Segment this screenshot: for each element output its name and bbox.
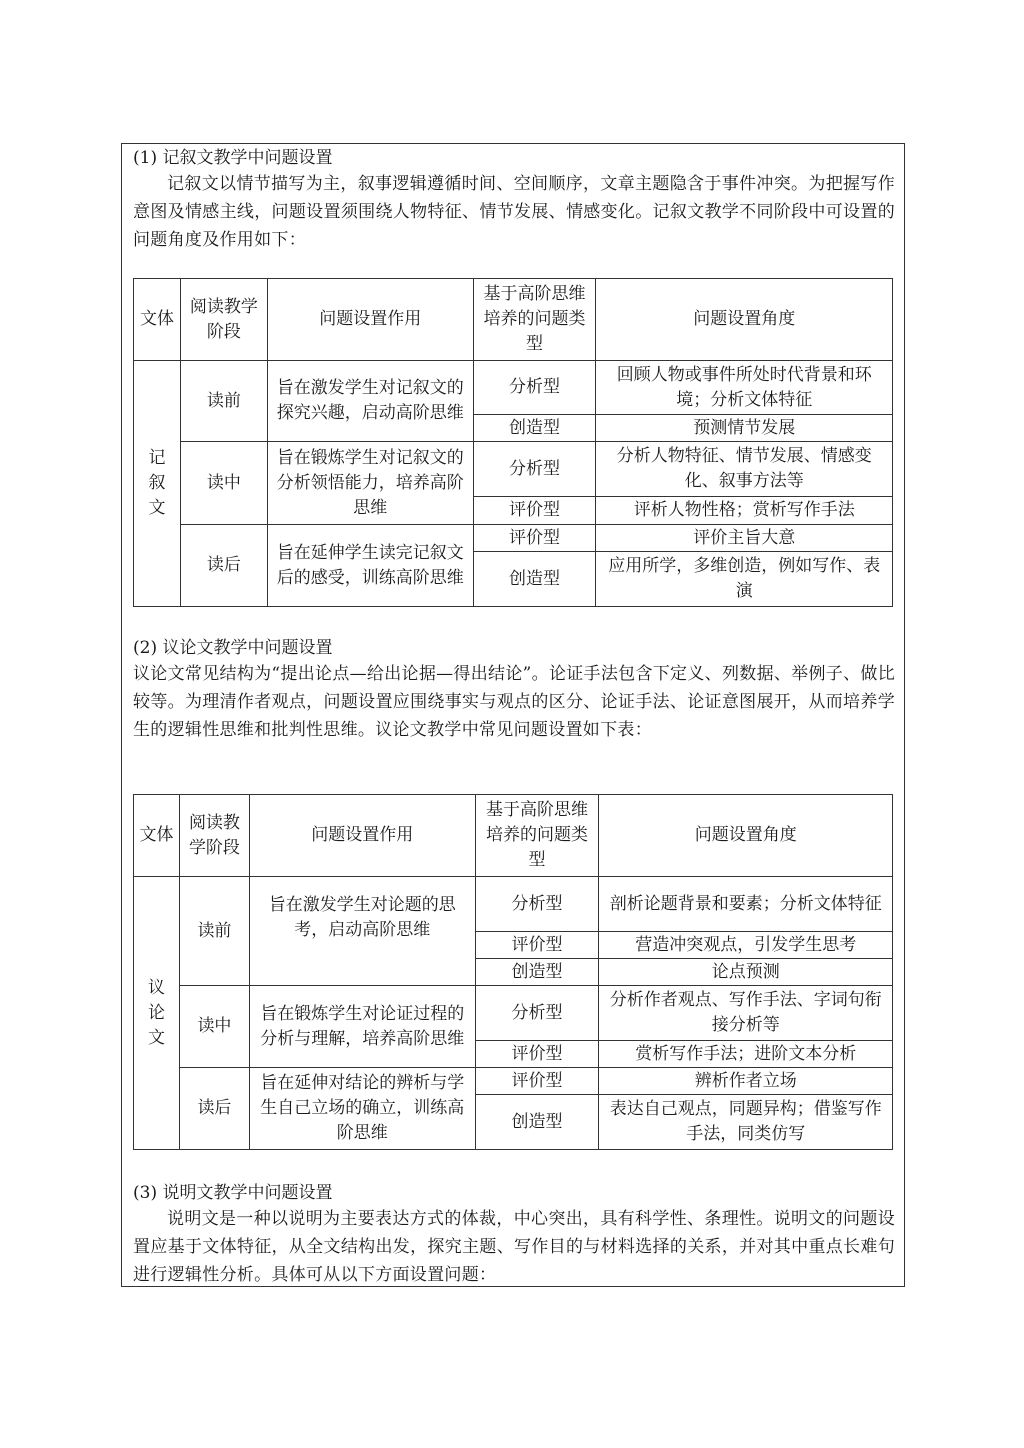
angle-cell: 回顾人物或事件所处时代背景和环境；分析文体特征 <box>596 361 893 415</box>
type-cell: 评价型 <box>473 497 596 525</box>
angle-cell: 评价主旨大意 <box>596 525 893 552</box>
type-cell: 评价型 <box>475 1041 599 1068</box>
section-1-text: 记叙文以情节描写为主，叙事逻辑遵循时间、空间顺序，文章主题隐含于事件冲突。为把握写作意图及情感主线，问题设置须围绕人物特征、情节发展、情感变化。记叙文教学不同阶段中可设置的问题角度及作用如下： <box>133 174 895 250</box>
header-genre: 文体 <box>134 279 181 361</box>
narrative-table <box>133 278 893 607</box>
purpose-cell: 旨在延伸对结论的辨析与学生自己立场的确立，训练高阶思维 <box>249 1068 475 1150</box>
angle-cell: 分析人物特征、情节发展、情感变化、叙事方法等 <box>596 442 893 497</box>
header-genre: 文体 <box>134 795 180 877</box>
stage-cell: 读中 <box>180 442 267 525</box>
type-cell: 创造型 <box>475 959 599 986</box>
header-angle: 问题设置角度 <box>596 279 893 361</box>
purpose-cell: 旨在锻炼学生对论证过程的分析与理解，培养高阶思维 <box>249 986 475 1068</box>
type-cell: 评价型 <box>475 1068 599 1095</box>
angle-cell: 分析作者观点、写作手法、字词句衔接分析等 <box>599 986 893 1041</box>
purpose-cell-continued <box>249 959 475 986</box>
angle-cell: 论点预测 <box>599 959 893 986</box>
type-cell: 分析型 <box>473 361 596 415</box>
angle-cell: 剖析论题背景和要素；分析文体特征 <box>599 877 893 932</box>
header-purpose: 问题设置作用 <box>249 795 475 877</box>
section-1-paragraph <box>133 170 895 254</box>
angle-cell: 赏析写作手法；进阶文本分析 <box>599 1041 893 1068</box>
type-cell: 创造型 <box>473 552 596 607</box>
table-header-row <box>134 795 893 877</box>
header-stage: 阅读教学阶段 <box>180 279 267 361</box>
table-row <box>134 877 893 932</box>
stage-cell: 读中 <box>179 986 249 1068</box>
type-cell: 分析型 <box>475 877 599 932</box>
header-angle: 问题设置角度 <box>599 795 893 877</box>
table-header-row <box>134 279 893 361</box>
header-question-type: 基于高阶思维培养的问题类型 <box>473 279 596 361</box>
angle-cell: 评析人物性格；赏析写作手法 <box>596 497 893 525</box>
table-row <box>134 1068 893 1095</box>
stage-cell: 读后 <box>180 525 267 607</box>
table-row <box>134 986 893 1041</box>
type-cell: 分析型 <box>475 986 599 1041</box>
header-purpose: 问题设置作用 <box>267 279 473 361</box>
table-row <box>134 525 893 552</box>
stage-cell: 读后 <box>179 1068 249 1150</box>
purpose-cell: 旨在激发学生对论题的思考，启动高阶思维 <box>249 877 475 959</box>
angle-cell: 辨析作者立场 <box>599 1068 893 1095</box>
angle-cell: 营造冲突观点，引发学生思考 <box>599 932 893 959</box>
angle-cell: 表达自己观点，同题异构；借鉴写作手法，同类仿写 <box>599 1095 893 1150</box>
type-cell: 创造型 <box>475 1095 599 1150</box>
type-cell: 创造型 <box>473 415 596 442</box>
section-2-title: (2) 议论文教学中问题设置 <box>133 638 333 658</box>
table-row <box>134 442 893 497</box>
header-stage: 阅读教学阶段 <box>179 795 249 877</box>
section-2-paragraph: 议论文常见结构为“提出论点—给出论据—得出结论”。论证手法包含下定义、列数据、举例子、做比较等。为理清作者观点，问题设置应围绕事实与观点的区分、论证手法、论证意图展开，从而培养学生的逻辑性思维和批判性思维。议论文教学中常见问题设置如下表： <box>133 664 895 740</box>
genre-cell: 记叙文 <box>134 361 181 607</box>
genre-cell: 议论文 <box>134 877 180 1150</box>
table-row <box>134 361 893 415</box>
purpose-cell: 旨在延伸学生读完记叙文后的感受，训练高阶思维 <box>267 525 473 607</box>
purpose-cell: 旨在激发学生对记叙文的探究兴趣，启动高阶思维 <box>267 361 473 442</box>
type-cell: 评价型 <box>473 525 596 552</box>
section-3-text: 说明文是一种以说明为主要表达方式的体裁，中心突出，具有科学性、条理性。说明文的问题设置应基于文体特征，从全文结构出发，探究主题、写作目的与材料选择的关系，并对其中重点长难句进行逻辑性分析。具体可从以下方面设置问题： <box>133 1209 895 1285</box>
section-1-title: (1) 记叙文教学中问题设置 <box>133 148 333 168</box>
type-cell: 评价型 <box>475 932 599 959</box>
header-question-type: 基于高阶思维培养的问题类型 <box>475 795 599 877</box>
section-3-title: (3) 说明文教学中问题设置 <box>133 1183 333 1203</box>
purpose-cell: 旨在锻炼学生对记叙文的分析领悟能力，培养高阶思维 <box>267 442 473 525</box>
stage-cell: 读前 <box>180 361 267 442</box>
section-3-paragraph <box>133 1205 895 1289</box>
angle-cell: 应用所学，多维创造，例如写作、表演 <box>596 552 893 607</box>
type-cell: 分析型 <box>473 442 596 497</box>
argumentative-table <box>133 794 893 1150</box>
stage-cell: 读前 <box>179 877 249 986</box>
angle-cell: 预测情节发展 <box>596 415 893 442</box>
